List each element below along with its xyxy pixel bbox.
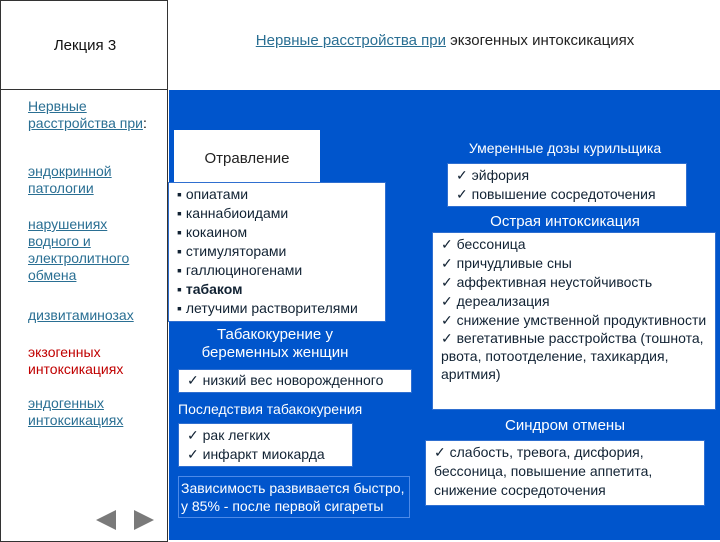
page-title-link[interactable]: Нервные расстройства при: [255, 32, 446, 49]
list-item: ✓ причудливые сны: [441, 255, 572, 271]
list-item: ✓ снижение умственной продуктивности: [441, 312, 707, 328]
sidebar-item-endogenous[interactable]: эндогенных интоксикациях: [28, 395, 124, 428]
sidebar-item-endocrine[interactable]: эндокринной патологии: [28, 163, 112, 196]
list-item: ▪ стимуляторами: [177, 243, 287, 259]
sidebar-item-exogenous[interactable]: экзогенных интоксикациях: [28, 344, 124, 377]
moderate-box: [447, 163, 687, 207]
sidebar-intro-link[interactable]: Нервные расстройства при: [28, 98, 143, 131]
lecture-label: Лекция 3: [53, 37, 117, 54]
list-item: ✓ аффективная неустойчивость: [441, 274, 653, 290]
poison-list: [177, 185, 377, 318]
list-item: ✓ эйфория: [456, 167, 530, 183]
dependence-text: Зависимость развивается быстро, у 85% - после первой сигареты: [178, 476, 410, 518]
list-item: ▪ летучими растворителями: [177, 300, 358, 316]
sidebar-item-water-electrolyte[interactable]: нарушениях водного и электролитного обмена: [28, 216, 130, 283]
page-title: [170, 32, 720, 49]
list-item: ✓ повышение сосредоточения: [456, 186, 656, 202]
sidebar-intro: Нервные расстройства при:: [28, 98, 147, 131]
list-item: ✓ вегетативные расстройства (тошнота, рвота, потоотделение, тахикардия, аритмия): [441, 330, 704, 382]
sidebar: [0, 90, 168, 542]
acute-box: [432, 232, 716, 410]
consequences-box: [178, 423, 353, 467]
arrow-right-icon[interactable]: [134, 510, 154, 530]
consequences-label: Последствия табакокурения: [178, 401, 363, 417]
list-item: ▪ кокаином: [177, 224, 248, 240]
list-item: ▪ опиатами: [177, 186, 249, 202]
poisoning-label: Отравление: [204, 150, 290, 167]
pregnant-label: Табакокурение у беременных женщин: [201, 326, 349, 361]
lecture-box: [0, 0, 168, 90]
withdrawal-label: Синдром отмены: [504, 417, 625, 434]
pregnant-box: [178, 369, 412, 393]
withdrawal-box: [425, 440, 705, 506]
list-item: ▪ галлюциногенами: [177, 262, 303, 278]
list-item: ✓ слабость, тревога, дисфория, бессоница, повышение аппетита, снижение сосредоточения: [434, 444, 653, 498]
arrow-left-icon[interactable]: [96, 510, 116, 530]
list-item: ✓ низкий вес новорожденного: [187, 372, 384, 388]
acute-label: Острая интоксикация: [490, 213, 640, 230]
list-item: ▪ табаком: [177, 281, 243, 297]
list-item: ✓ бессоница: [441, 236, 526, 252]
page-title-rest: экзогенных интоксикациях: [445, 32, 635, 49]
list-item: ✓ рак легких: [187, 427, 271, 443]
poison-list-box: [168, 182, 386, 322]
sidebar-item-vitamin[interactable]: дизвитаминозах: [28, 307, 134, 323]
list-item: ✓ инфаркт миокарда: [187, 446, 325, 462]
list-item: ▪ каннабиоидами: [177, 205, 289, 221]
moderate-label: Умеренные дозы курильщика: [468, 140, 662, 156]
list-item: ✓ дереализация: [441, 293, 550, 309]
